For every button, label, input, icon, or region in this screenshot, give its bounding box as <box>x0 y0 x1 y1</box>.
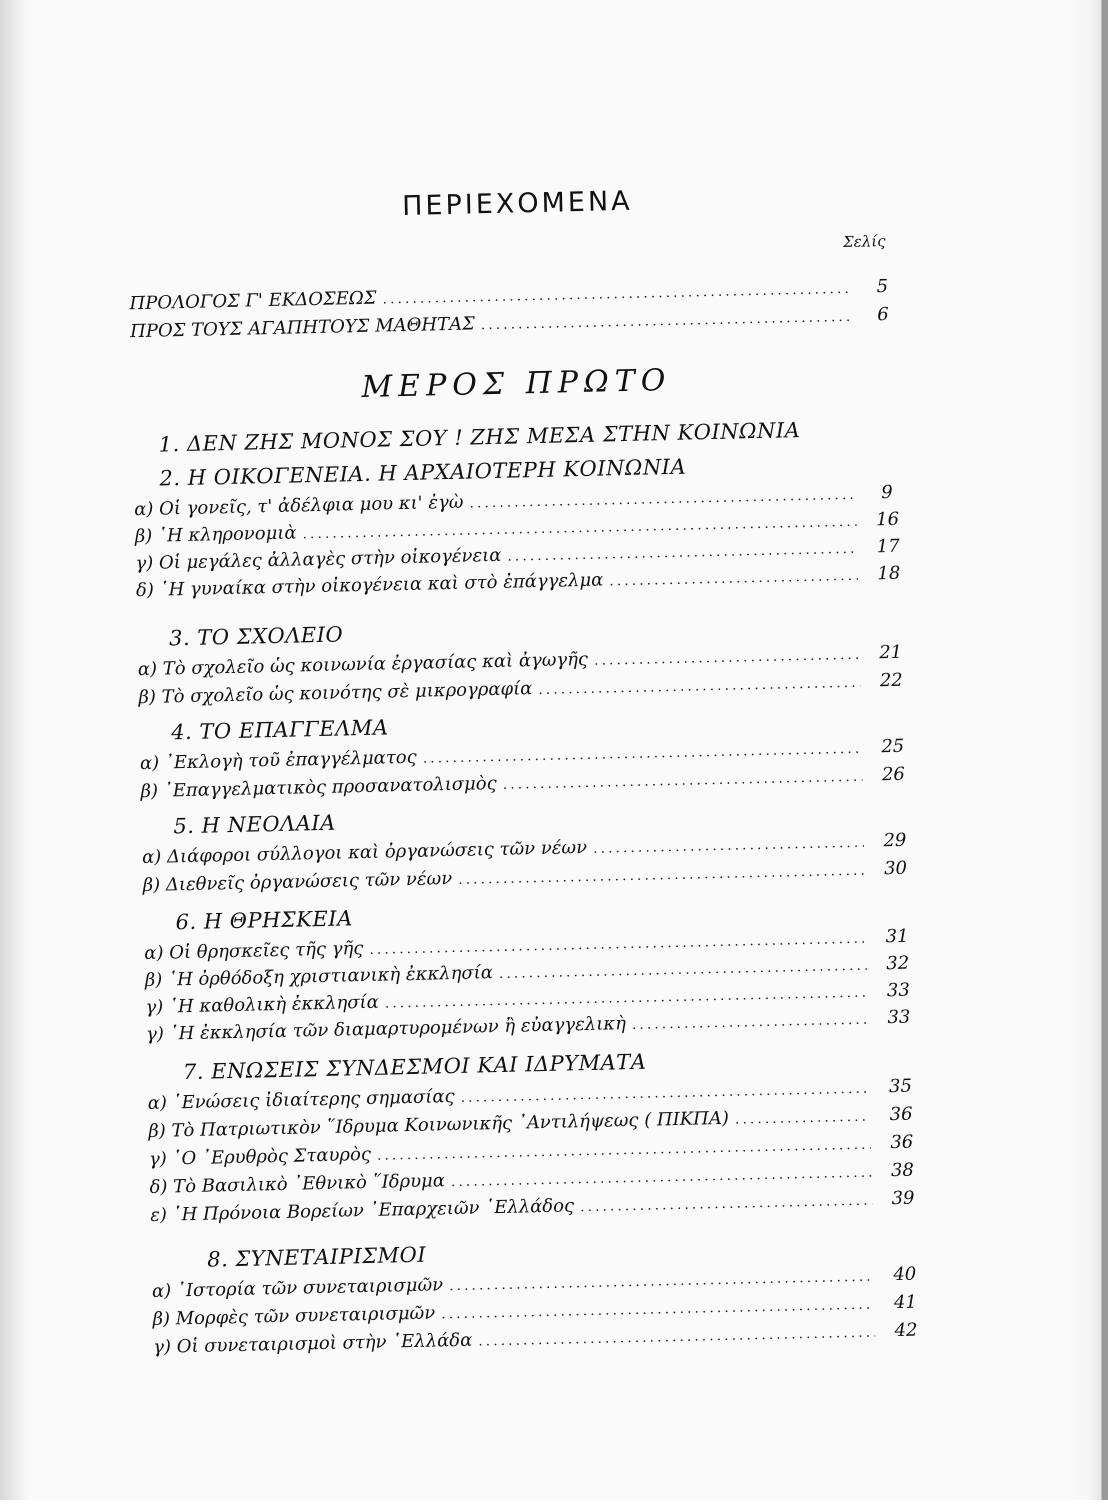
toc-entry-title: α) Οἱ γονεῖς, τ' ἀδέλφια μου κι' ἐγὼ <box>133 491 464 521</box>
toc-entry-title: δ) ῾Η γυναίκα στὴν οἰκογένεια καὶ στὸ ἐπάγγελμα <box>135 569 604 602</box>
toc-entry-title: α) Διάφοροι σύλλογοι καὶ ὀργανώσεις τῶν νέων <box>141 836 588 869</box>
leader-dots <box>451 1165 872 1191</box>
chapter-heading: 2. Η ΟΙΚΟΓΕΝΕΙΑ. Η ΑΡΧΑΙΟΤΕΡΗ ΚΟΙΝΩΝΙΑ <box>159 454 687 491</box>
chapter-heading: 7. ΕΝΩΣΕΙΣ ΣΥΝΔΕΣΜΟΙ ΚΑΙ ΙΔΡΥΜΑΤΑ <box>182 1049 647 1085</box>
toc-entry-title: α) Οἱ θρησκεῖες τῆς γῆς <box>144 938 364 965</box>
chapter-heading: 1. ΔΕΝ ΖΗΣ ΜΟΝΟΣ ΣΟΥ ! ΖΗΣ ΜΕΣΑ ΣΤΗΝ ΚΟΙΝΩΝΙΑ <box>158 418 801 457</box>
leader-dots <box>469 487 856 512</box>
toc-entry-title: α) ᾿Εκλογὴ τοῦ ἐπαγγέλματος <box>139 746 417 775</box>
toc-entry-page: 18 <box>877 562 901 585</box>
toc-entry-title: γ) Οἱ μεγάλες ἀλλαγὲς στὴν οἰκογένεια <box>135 544 502 575</box>
leader-dots <box>460 1081 869 1106</box>
toc-entry-page: 41 <box>893 1291 918 1314</box>
toc-entry-page: 22 <box>879 669 903 692</box>
toc-entry-page: 39 <box>891 1187 915 1210</box>
chapter-heading: 3. ΤΟ ΣΧΟΛΕΙΟ <box>168 622 344 651</box>
toc-entry-title: γ) ῾Η καθολικὴ ἐκκλησία <box>145 991 380 1019</box>
toc-entry-page: 21 <box>878 641 903 664</box>
leader-dots <box>478 1325 875 1350</box>
toc-entry-page: 16 <box>875 508 900 531</box>
toc-entry-title: δ) Τὸ Βασιλικὸ ᾿Εθνικὸ ῞Ιδρυμα <box>149 1170 446 1198</box>
toc-entry-title: β) Μορφὲς τῶν συνεταιρισμῶν <box>152 1302 436 1330</box>
toc-entry-title: γ) ῾Ο ᾿Ερυθρὸς Σταυρὸς <box>148 1143 372 1170</box>
toc-entry-page: 31 <box>885 925 909 948</box>
toc-entry-page: 36 <box>889 1103 913 1126</box>
leader-dots <box>593 835 864 857</box>
toc-entry-page: 38 <box>890 1159 915 1182</box>
toc-entry-page: 17 <box>876 535 900 558</box>
toc-entry-title: β) ῾Η κληρονομιὰ <box>134 522 297 548</box>
leader-dots <box>538 675 860 698</box>
leader-dots <box>632 1012 868 1033</box>
leader-dots <box>449 1269 874 1295</box>
toc-entry-title: β) ᾿Επαγγελματικὸς προσανατολισμὸς <box>140 772 497 803</box>
leader-dots <box>441 1297 875 1323</box>
page-title: ΠΕΡΙΕΧΟΜΕΝΑ <box>401 185 633 222</box>
toc-entry-page: 30 <box>883 857 908 880</box>
leader-dots <box>580 1193 872 1216</box>
toc-entry-page: 25 <box>881 735 905 758</box>
toc-entry-title: β) Τὸ Πατριωτικὸν ῞Ιδρυμα Κοινωνικῆς ᾿Αντιλήψεως ( ΠΙΚΠΑ) <box>148 1107 730 1142</box>
toc-entry-title: ΠΡΟΛΟΓΟΣ Γ' ΕΚΔΟΣΕΩΣ <box>129 287 377 315</box>
toc-entry-page: 42 <box>894 1319 918 1342</box>
leader-dots <box>382 281 851 308</box>
toc-entry-page: 26 <box>881 763 906 786</box>
toc-entry-page: 29 <box>883 829 907 852</box>
toc-entry-page: 9 <box>881 481 893 504</box>
leader-dots <box>503 769 863 793</box>
toc-entry-title: α) Τὸ σχολεῖο ὡς κοινωνία ἐργασίας καὶ ἀγωγῆς <box>137 648 589 681</box>
chapter-heading: 8. ΣΥΝΕΤΑΙΡΙΣΜΟΙ <box>206 1242 427 1272</box>
page-column-label: Σελίς <box>842 232 886 251</box>
chapter-heading: 5. Η ΝΕΟΛΑΙΑ <box>173 810 337 839</box>
toc-entry-page: 35 <box>888 1075 913 1098</box>
toc-entry-title: ε) ῾Η Πρόνοια Βορείων ᾿Επαρχειῶν ῾Ελλάδος <box>149 1195 575 1226</box>
toc-entry-title: γ) Οἱ συνεταιρισμοὶ στὴν ῾Ελλάδα <box>152 1329 473 1358</box>
toc-entry-page: 6 <box>877 303 889 326</box>
leader-dots <box>594 647 860 669</box>
leader-dots <box>507 541 857 565</box>
toc-entry-title: β) ῾Η ὀρθόδοξη χριστιανικὴ ἐκκλησία <box>144 962 494 992</box>
part-title: ΜΕΡΟΣ ΠΡΩΤΟ <box>361 362 672 405</box>
toc-entry-page: 33 <box>887 1006 911 1029</box>
leader-dots <box>609 568 858 590</box>
toc-entry-page: 36 <box>890 1131 914 1154</box>
toc-entry-page: 5 <box>876 275 889 298</box>
leader-dots <box>369 931 866 958</box>
chapter-heading: 6. Η ΘΡΗΣΚΕΙΑ <box>175 906 354 935</box>
toc-entry-page: 40 <box>893 1263 917 1286</box>
toc-entry-title: α) ῾Ενώσεις ἰδιαίτερης σημασίας <box>147 1086 455 1114</box>
toc-entry-page: 32 <box>886 952 910 975</box>
toc-entry-title: β) Διεθνεῖς ὀργανώσεις τῶν νέων <box>142 868 453 897</box>
leader-dots <box>458 863 865 888</box>
leader-dots <box>423 741 862 767</box>
toc-entry-title: α) ῾Ιστορία τῶν συνεταιρισμῶν <box>151 1274 444 1302</box>
toc-entry-title: β) Τὸ σχολεῖο ὡς κοινότης σὲ μικρογραφία <box>138 678 533 709</box>
chapter-heading: 4. ΤΟ ΕΠΑΓΓΕΛΜΑ <box>171 715 389 745</box>
leader-dots <box>499 958 867 982</box>
leader-dots <box>377 1137 871 1164</box>
toc-entry-page: 33 <box>886 979 911 1002</box>
toc-entry-title: γ) ῾Η ἐκκλησία τῶν διαμαρτυρομένων ἢ εὐαγγελικὴ <box>145 1013 627 1046</box>
toc-entry-title: ΠΡΟΣ ΤΟΥΣ ΑΓΑΠΗΤΟΥΣ ΜΑΘΗΤΑΣ <box>129 313 476 343</box>
leader-dots <box>481 309 853 333</box>
leader-dots <box>735 1109 871 1128</box>
